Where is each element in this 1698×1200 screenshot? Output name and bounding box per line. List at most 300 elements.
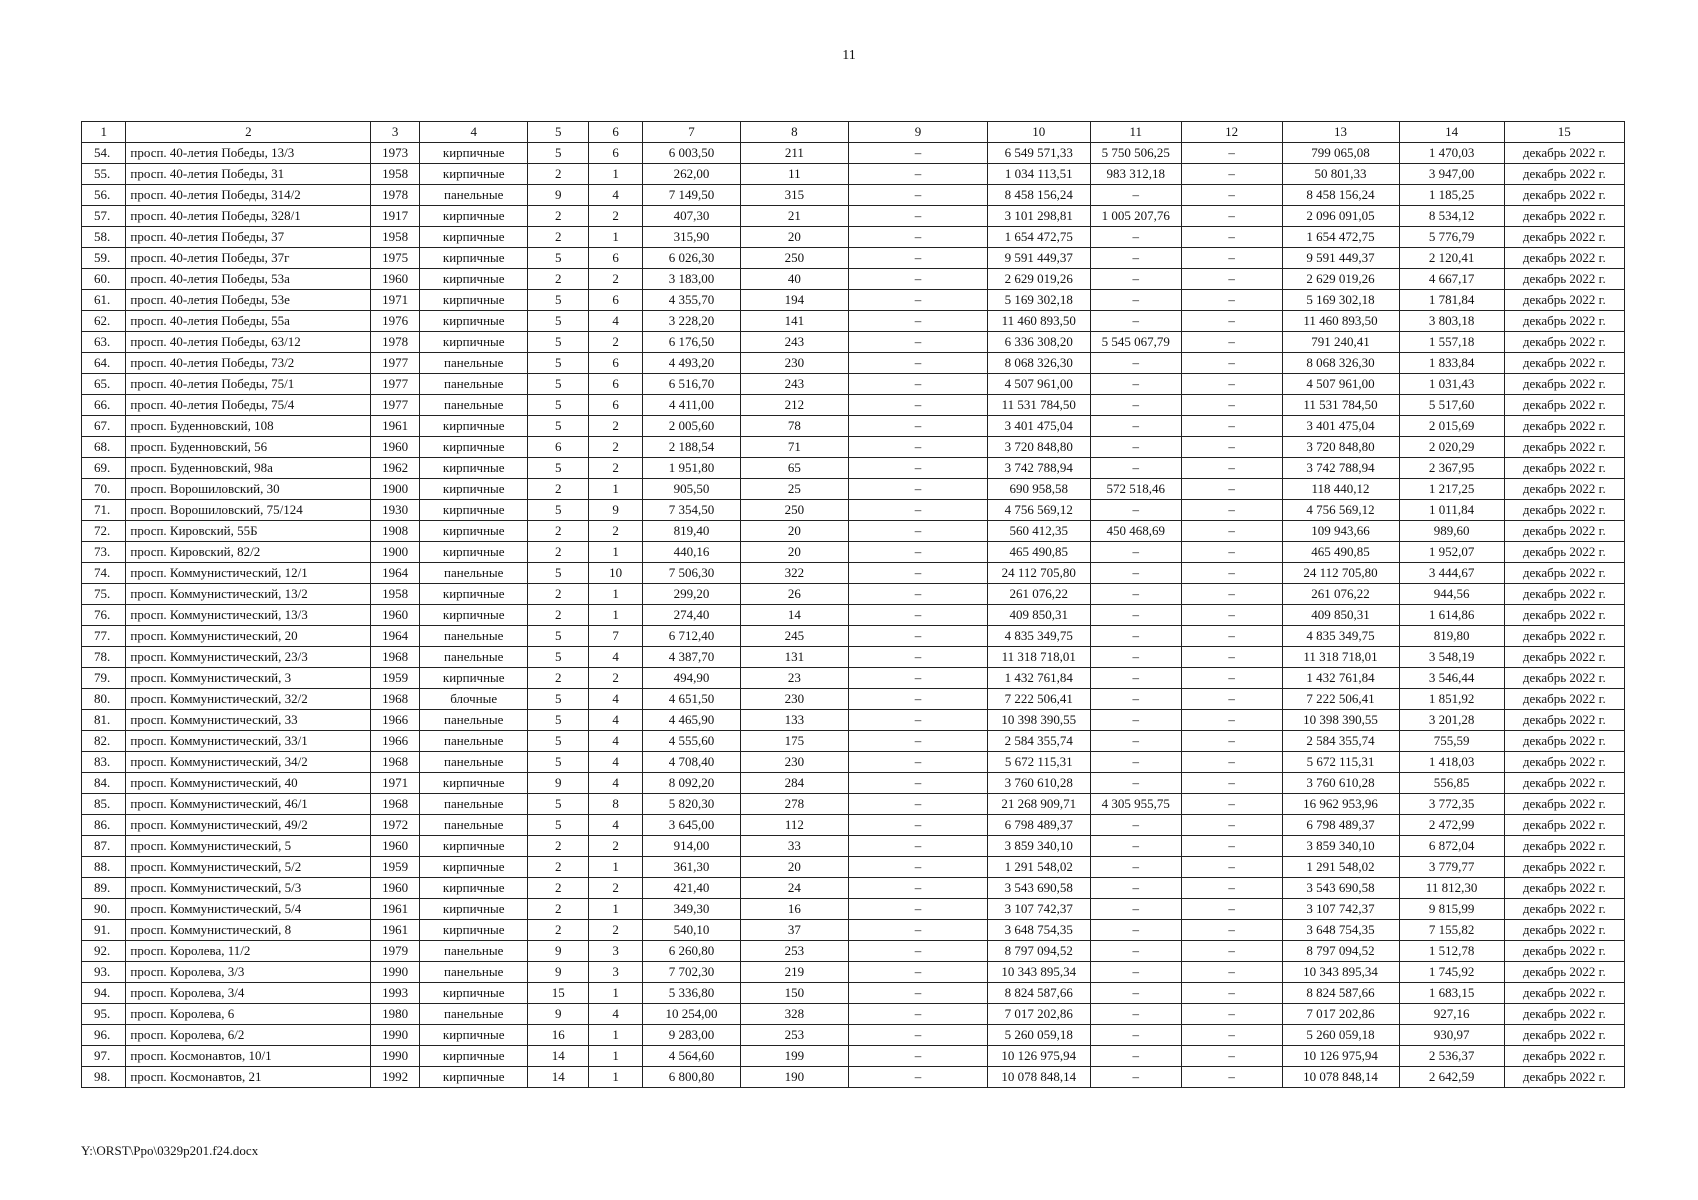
table-cell: –: [1181, 773, 1282, 794]
table-cell: 7 506,30: [643, 563, 741, 584]
table-cell: 59.: [82, 248, 126, 269]
table-cell: 2: [589, 836, 643, 857]
table-cell: 80.: [82, 689, 126, 710]
table-cell: декабрь 2022 г.: [1504, 773, 1624, 794]
table-cell: декабрь 2022 г.: [1504, 416, 1624, 437]
table-row: [82, 374, 1625, 395]
table-cell: –: [849, 836, 988, 857]
table-cell: 1968: [371, 794, 420, 815]
table-cell: 4 835 349,75: [1282, 626, 1399, 647]
table-cell: 5: [528, 731, 589, 752]
table-cell: 1 470,03: [1399, 143, 1504, 164]
table-cell: 1 557,18: [1399, 332, 1504, 353]
table-row: [82, 878, 1625, 899]
table-cell: кирпичные: [420, 332, 528, 353]
table-cell: 2: [528, 542, 589, 563]
table-row: [82, 794, 1625, 815]
table-cell: 133: [740, 710, 848, 731]
table-cell: 1900: [371, 479, 420, 500]
table-cell: 2: [528, 920, 589, 941]
table-cell: 21: [740, 206, 848, 227]
table-cell: 175: [740, 731, 848, 752]
table-cell: 1977: [371, 374, 420, 395]
table-cell: 250: [740, 500, 848, 521]
table-cell: 9: [528, 941, 589, 962]
table-cell: –: [1181, 1067, 1282, 1088]
table-row: [82, 584, 1625, 605]
table-cell: 4 507 961,00: [987, 374, 1090, 395]
table-cell: просп. Коммунистический, 5/2: [126, 857, 371, 878]
table-cell: 1: [589, 857, 643, 878]
table-cell: 407,30: [643, 206, 741, 227]
table-cell: просп. Коммунистический, 33: [126, 710, 371, 731]
table-cell: декабрь 2022 г.: [1504, 311, 1624, 332]
table-cell: декабрь 2022 г.: [1504, 206, 1624, 227]
table-cell: 322: [740, 563, 848, 584]
column-header: 6: [589, 122, 643, 143]
table-cell: 6 516,70: [643, 374, 741, 395]
table-cell: –: [1181, 605, 1282, 626]
table-cell: 2: [528, 479, 589, 500]
table-cell: 79.: [82, 668, 126, 689]
table-cell: –: [1090, 857, 1181, 878]
table-cell: 24: [740, 878, 848, 899]
table-cell: 37: [740, 920, 848, 941]
table-cell: –: [849, 941, 988, 962]
table-cell: –: [1181, 857, 1282, 878]
table-cell: кирпичные: [420, 668, 528, 689]
table-cell: 23: [740, 668, 848, 689]
table-cell: 112: [740, 815, 848, 836]
table-cell: –: [849, 458, 988, 479]
table-cell: 10 126 975,94: [987, 1046, 1090, 1067]
table-cell: декабрь 2022 г.: [1504, 794, 1624, 815]
table-cell: 1960: [371, 269, 420, 290]
table-cell: 2: [528, 899, 589, 920]
table-cell: декабрь 2022 г.: [1504, 542, 1624, 563]
table-cell: 9: [528, 185, 589, 206]
table-cell: 6: [589, 248, 643, 269]
table-cell: 1 005 207,76: [1090, 206, 1181, 227]
table-cell: 1964: [371, 563, 420, 584]
table-cell: –: [849, 647, 988, 668]
table-cell: 8: [589, 794, 643, 815]
table-cell: 2: [589, 206, 643, 227]
table-cell: 11 531 784,50: [987, 395, 1090, 416]
table-cell: 4: [589, 752, 643, 773]
table-cell: 1917: [371, 206, 420, 227]
table-cell: кирпичные: [420, 1046, 528, 1067]
column-header: 9: [849, 122, 988, 143]
table-cell: панельные: [420, 1004, 528, 1025]
table-cell: 5: [528, 458, 589, 479]
table-cell: 1930: [371, 500, 420, 521]
table-cell: 2: [589, 437, 643, 458]
table-cell: 9: [528, 1004, 589, 1025]
table-cell: –: [1090, 416, 1181, 437]
table-cell: просп. Коммунистический, 12/1: [126, 563, 371, 584]
table-cell: 10 078 848,14: [1282, 1067, 1399, 1088]
table-cell: –: [1090, 227, 1181, 248]
table-cell: 5: [528, 563, 589, 584]
table-cell: 328: [740, 1004, 848, 1025]
table-cell: 819,80: [1399, 626, 1504, 647]
table-cell: декабрь 2022 г.: [1504, 920, 1624, 941]
table-cell: 54.: [82, 143, 126, 164]
table-cell: кирпичные: [420, 143, 528, 164]
table-cell: кирпичные: [420, 836, 528, 857]
table-cell: –: [1181, 584, 1282, 605]
table-cell: кирпичные: [420, 500, 528, 521]
table-row: [82, 395, 1625, 416]
table-cell: 1 745,92: [1399, 962, 1504, 983]
table-row: [82, 668, 1625, 689]
table-cell: 6: [589, 143, 643, 164]
table-cell: –: [1181, 983, 1282, 1004]
table-cell: 1: [589, 605, 643, 626]
table-cell: 2: [528, 206, 589, 227]
column-header: 14: [1399, 122, 1504, 143]
table-cell: декабрь 2022 г.: [1504, 374, 1624, 395]
table-cell: кирпичные: [420, 479, 528, 500]
table-cell: 6 549 571,33: [987, 143, 1090, 164]
table-cell: 2 629 019,26: [987, 269, 1090, 290]
table-cell: –: [849, 710, 988, 731]
table-cell: 5: [528, 395, 589, 416]
table-cell: 7 702,30: [643, 962, 741, 983]
table-cell: 5 169 302,18: [1282, 290, 1399, 311]
table-row: [82, 1067, 1625, 1088]
table-row: [82, 1025, 1625, 1046]
table-cell: –: [849, 626, 988, 647]
table-cell: 98.: [82, 1067, 126, 1088]
table-cell: 91.: [82, 920, 126, 941]
table-row: [82, 710, 1625, 731]
table-cell: декабрь 2022 г.: [1504, 1067, 1624, 1088]
table-row: [82, 920, 1625, 941]
table-cell: –: [849, 962, 988, 983]
table-cell: 274,40: [643, 605, 741, 626]
table-cell: –: [1090, 983, 1181, 1004]
table-cell: 4 555,60: [643, 731, 741, 752]
table-cell: –: [849, 899, 988, 920]
table-cell: 70.: [82, 479, 126, 500]
table-cell: панельные: [420, 815, 528, 836]
table-cell: –: [1181, 164, 1282, 185]
table-cell: –: [849, 206, 988, 227]
table-cell: –: [1090, 605, 1181, 626]
table-cell: 194: [740, 290, 848, 311]
table-cell: –: [849, 290, 988, 311]
table-cell: –: [1181, 143, 1282, 164]
table-row: [82, 290, 1625, 311]
table-cell: 1990: [371, 1025, 420, 1046]
table-row: [82, 605, 1625, 626]
table-cell: 409 850,31: [1282, 605, 1399, 626]
table-cell: 1959: [371, 857, 420, 878]
table-cell: 4 387,70: [643, 647, 741, 668]
table-cell: –: [849, 668, 988, 689]
table-cell: 1972: [371, 815, 420, 836]
table-cell: декабрь 2022 г.: [1504, 626, 1624, 647]
table-cell: 4: [589, 185, 643, 206]
table-cell: просп. Королева, 3/4: [126, 983, 371, 1004]
table-cell: 7 017 202,86: [987, 1004, 1090, 1025]
table-cell: –: [849, 689, 988, 710]
table-cell: кирпичные: [420, 878, 528, 899]
table-cell: панельные: [420, 626, 528, 647]
column-header: 11: [1090, 122, 1181, 143]
table-cell: 799 065,08: [1282, 143, 1399, 164]
table-body: [82, 122, 1625, 1088]
table-cell: 278: [740, 794, 848, 815]
table-cell: декабрь 2022 г.: [1504, 395, 1624, 416]
table-cell: 3 648 754,35: [987, 920, 1090, 941]
table-cell: 62.: [82, 311, 126, 332]
table-cell: 1966: [371, 731, 420, 752]
table-cell: –: [849, 605, 988, 626]
table-cell: –: [849, 584, 988, 605]
table-cell: блочные: [420, 689, 528, 710]
table-cell: декабрь 2022 г.: [1504, 248, 1624, 269]
table-cell: –: [849, 857, 988, 878]
footer-file-path: Y:\ORST\Ppo\0329p201.f24.docx: [81, 1143, 259, 1158]
table-cell: просп. Кировский, 55Б: [126, 521, 371, 542]
table-cell: 2: [528, 227, 589, 248]
table-cell: –: [1181, 794, 1282, 815]
table-cell: декабрь 2022 г.: [1504, 584, 1624, 605]
table-cell: 10 078 848,14: [987, 1067, 1090, 1088]
table-cell: 1: [589, 227, 643, 248]
table-cell: 245: [740, 626, 848, 647]
table-cell: 5 672 115,31: [987, 752, 1090, 773]
table-cell: –: [1181, 752, 1282, 773]
table-cell: 14: [528, 1067, 589, 1088]
table-cell: кирпичные: [420, 584, 528, 605]
table-cell: 6: [589, 395, 643, 416]
table-cell: 1 011,84: [1399, 500, 1504, 521]
table-cell: 250: [740, 248, 848, 269]
table-cell: декабрь 2022 г.: [1504, 332, 1624, 353]
table-cell: 10 343 895,34: [987, 962, 1090, 983]
table-cell: 6 003,50: [643, 143, 741, 164]
table-cell: просп. Буденновский, 108: [126, 416, 371, 437]
table-cell: 60.: [82, 269, 126, 290]
table-cell: 262,00: [643, 164, 741, 185]
table-cell: декабрь 2022 г.: [1504, 710, 1624, 731]
table-cell: 421,40: [643, 878, 741, 899]
table-cell: просп. Коммунистический, 5/4: [126, 899, 371, 920]
data-table: [81, 121, 1625, 1088]
column-header: 10: [987, 122, 1090, 143]
table-cell: 540,10: [643, 920, 741, 941]
table-cell: 349,30: [643, 899, 741, 920]
table-cell: 212: [740, 395, 848, 416]
table-cell: 6: [528, 437, 589, 458]
table-cell: 9 283,00: [643, 1025, 741, 1046]
table-cell: 1961: [371, 920, 420, 941]
table-cell: 4 756 569,12: [1282, 500, 1399, 521]
table-cell: 4 667,17: [1399, 269, 1504, 290]
table-cell: 141: [740, 311, 848, 332]
column-header: 2: [126, 122, 371, 143]
table-cell: 4 651,50: [643, 689, 741, 710]
table-cell: 4: [589, 311, 643, 332]
table-cell: 1: [589, 983, 643, 1004]
table-cell: 11 460 893,50: [1282, 311, 1399, 332]
table-cell: 1 851,92: [1399, 689, 1504, 710]
table-cell: 109 943,66: [1282, 521, 1399, 542]
table-cell: панельные: [420, 647, 528, 668]
table-cell: 3 720 848,80: [987, 437, 1090, 458]
table-cell: просп. Коммунистический, 23/3: [126, 647, 371, 668]
table-cell: –: [1181, 185, 1282, 206]
table-cell: просп. 40-летия Победы, 37: [126, 227, 371, 248]
table-cell: 56.: [82, 185, 126, 206]
table-cell: 6 176,50: [643, 332, 741, 353]
table-cell: кирпичные: [420, 920, 528, 941]
table-cell: 20: [740, 857, 848, 878]
table-cell: 2 015,69: [1399, 416, 1504, 437]
table-cell: –: [1181, 920, 1282, 941]
table-cell: 1968: [371, 647, 420, 668]
table-cell: 243: [740, 332, 848, 353]
table-cell: 5: [528, 815, 589, 836]
table-cell: –: [1181, 1004, 1282, 1025]
table-cell: –: [849, 227, 988, 248]
table-cell: 63.: [82, 332, 126, 353]
table-cell: 20: [740, 521, 848, 542]
table-cell: 5 260 059,18: [1282, 1025, 1399, 1046]
table-cell: 2: [528, 269, 589, 290]
table-cell: 299,20: [643, 584, 741, 605]
table-cell: 6 260,80: [643, 941, 741, 962]
table-cell: декабрь 2022 г.: [1504, 353, 1624, 374]
table-cell: –: [849, 752, 988, 773]
table-cell: –: [1181, 731, 1282, 752]
table-cell: просп. 40-летия Победы, 13/3: [126, 143, 371, 164]
table-cell: 20: [740, 227, 848, 248]
table-cell: 94.: [82, 983, 126, 1004]
table-cell: 253: [740, 941, 848, 962]
table-cell: –: [1181, 290, 1282, 311]
table-cell: кирпичные: [420, 605, 528, 626]
table-cell: 211: [740, 143, 848, 164]
table-cell: –: [1181, 395, 1282, 416]
table-cell: 3 201,28: [1399, 710, 1504, 731]
table-cell: 21 268 909,71: [987, 794, 1090, 815]
table-cell: 5: [528, 143, 589, 164]
table-cell: панельные: [420, 794, 528, 815]
table-cell: 572 518,46: [1090, 479, 1181, 500]
table-cell: декабрь 2022 г.: [1504, 731, 1624, 752]
table-cell: 494,90: [643, 668, 741, 689]
table-cell: 6 800,80: [643, 1067, 741, 1088]
table-cell: 9: [528, 773, 589, 794]
table-cell: 1 951,80: [643, 458, 741, 479]
table-cell: 8 092,20: [643, 773, 741, 794]
table-cell: 3 107 742,37: [1282, 899, 1399, 920]
table-cell: 2 642,59: [1399, 1067, 1504, 1088]
table-cell: –: [1181, 689, 1282, 710]
table-cell: декабрь 2022 г.: [1504, 857, 1624, 878]
table-row: [82, 206, 1625, 227]
table-cell: 2: [589, 458, 643, 479]
table-cell: 69.: [82, 458, 126, 479]
table-cell: 1 654 472,75: [1282, 227, 1399, 248]
table-cell: 4 465,90: [643, 710, 741, 731]
table-cell: 1971: [371, 773, 420, 794]
table-cell: 1979: [371, 941, 420, 962]
table-cell: 199: [740, 1046, 848, 1067]
table-cell: –: [1090, 1004, 1181, 1025]
table-cell: 150: [740, 983, 848, 1004]
table-cell: 11: [740, 164, 848, 185]
table-cell: –: [1090, 542, 1181, 563]
table-cell: –: [849, 1025, 988, 1046]
table-cell: 1958: [371, 227, 420, 248]
table-cell: 1 833,84: [1399, 353, 1504, 374]
table-cell: 6 026,30: [643, 248, 741, 269]
table-cell: –: [1181, 500, 1282, 521]
table-cell: 2: [589, 668, 643, 689]
table-cell: 3 548,19: [1399, 647, 1504, 668]
table-cell: 10: [589, 563, 643, 584]
table-cell: просп. Коммунистический, 5/3: [126, 878, 371, 899]
table-cell: просп. 40-летия Победы, 75/1: [126, 374, 371, 395]
table-cell: 2: [589, 269, 643, 290]
table-cell: просп. Коммунистический, 13/3: [126, 605, 371, 626]
table-cell: 1978: [371, 332, 420, 353]
table-cell: 2 584 355,74: [987, 731, 1090, 752]
table-cell: –: [849, 815, 988, 836]
table-cell: 16: [740, 899, 848, 920]
table-cell: 5: [528, 752, 589, 773]
table-cell: 5: [528, 374, 589, 395]
table-cell: просп. Коммунистический, 8: [126, 920, 371, 941]
table-cell: 97.: [82, 1046, 126, 1067]
table-cell: кирпичные: [420, 164, 528, 185]
table-row: [82, 836, 1625, 857]
column-header: 4: [420, 122, 528, 143]
table-cell: –: [849, 164, 988, 185]
table-cell: 5: [528, 311, 589, 332]
table-cell: 230: [740, 353, 848, 374]
table-cell: –: [1181, 374, 1282, 395]
table-cell: кирпичные: [420, 458, 528, 479]
table-cell: 3 859 340,10: [1282, 836, 1399, 857]
table-cell: 1977: [371, 353, 420, 374]
table-cell: 4: [589, 773, 643, 794]
table-cell: 2 584 355,74: [1282, 731, 1399, 752]
table-cell: просп. Буденновский, 56: [126, 437, 371, 458]
table-cell: 3 543 690,58: [1282, 878, 1399, 899]
table-cell: 4 493,20: [643, 353, 741, 374]
table-cell: 905,50: [643, 479, 741, 500]
table-cell: 3 760 610,28: [987, 773, 1090, 794]
table-cell: –: [1181, 269, 1282, 290]
table-cell: –: [849, 542, 988, 563]
table-cell: декабрь 2022 г.: [1504, 815, 1624, 836]
table-cell: 465 490,85: [987, 542, 1090, 563]
table-cell: 1962: [371, 458, 420, 479]
table-cell: –: [1181, 542, 1282, 563]
table-cell: 87.: [82, 836, 126, 857]
table-cell: –: [849, 185, 988, 206]
table-cell: 315,90: [643, 227, 741, 248]
table-cell: 556,85: [1399, 773, 1504, 794]
column-header: 5: [528, 122, 589, 143]
